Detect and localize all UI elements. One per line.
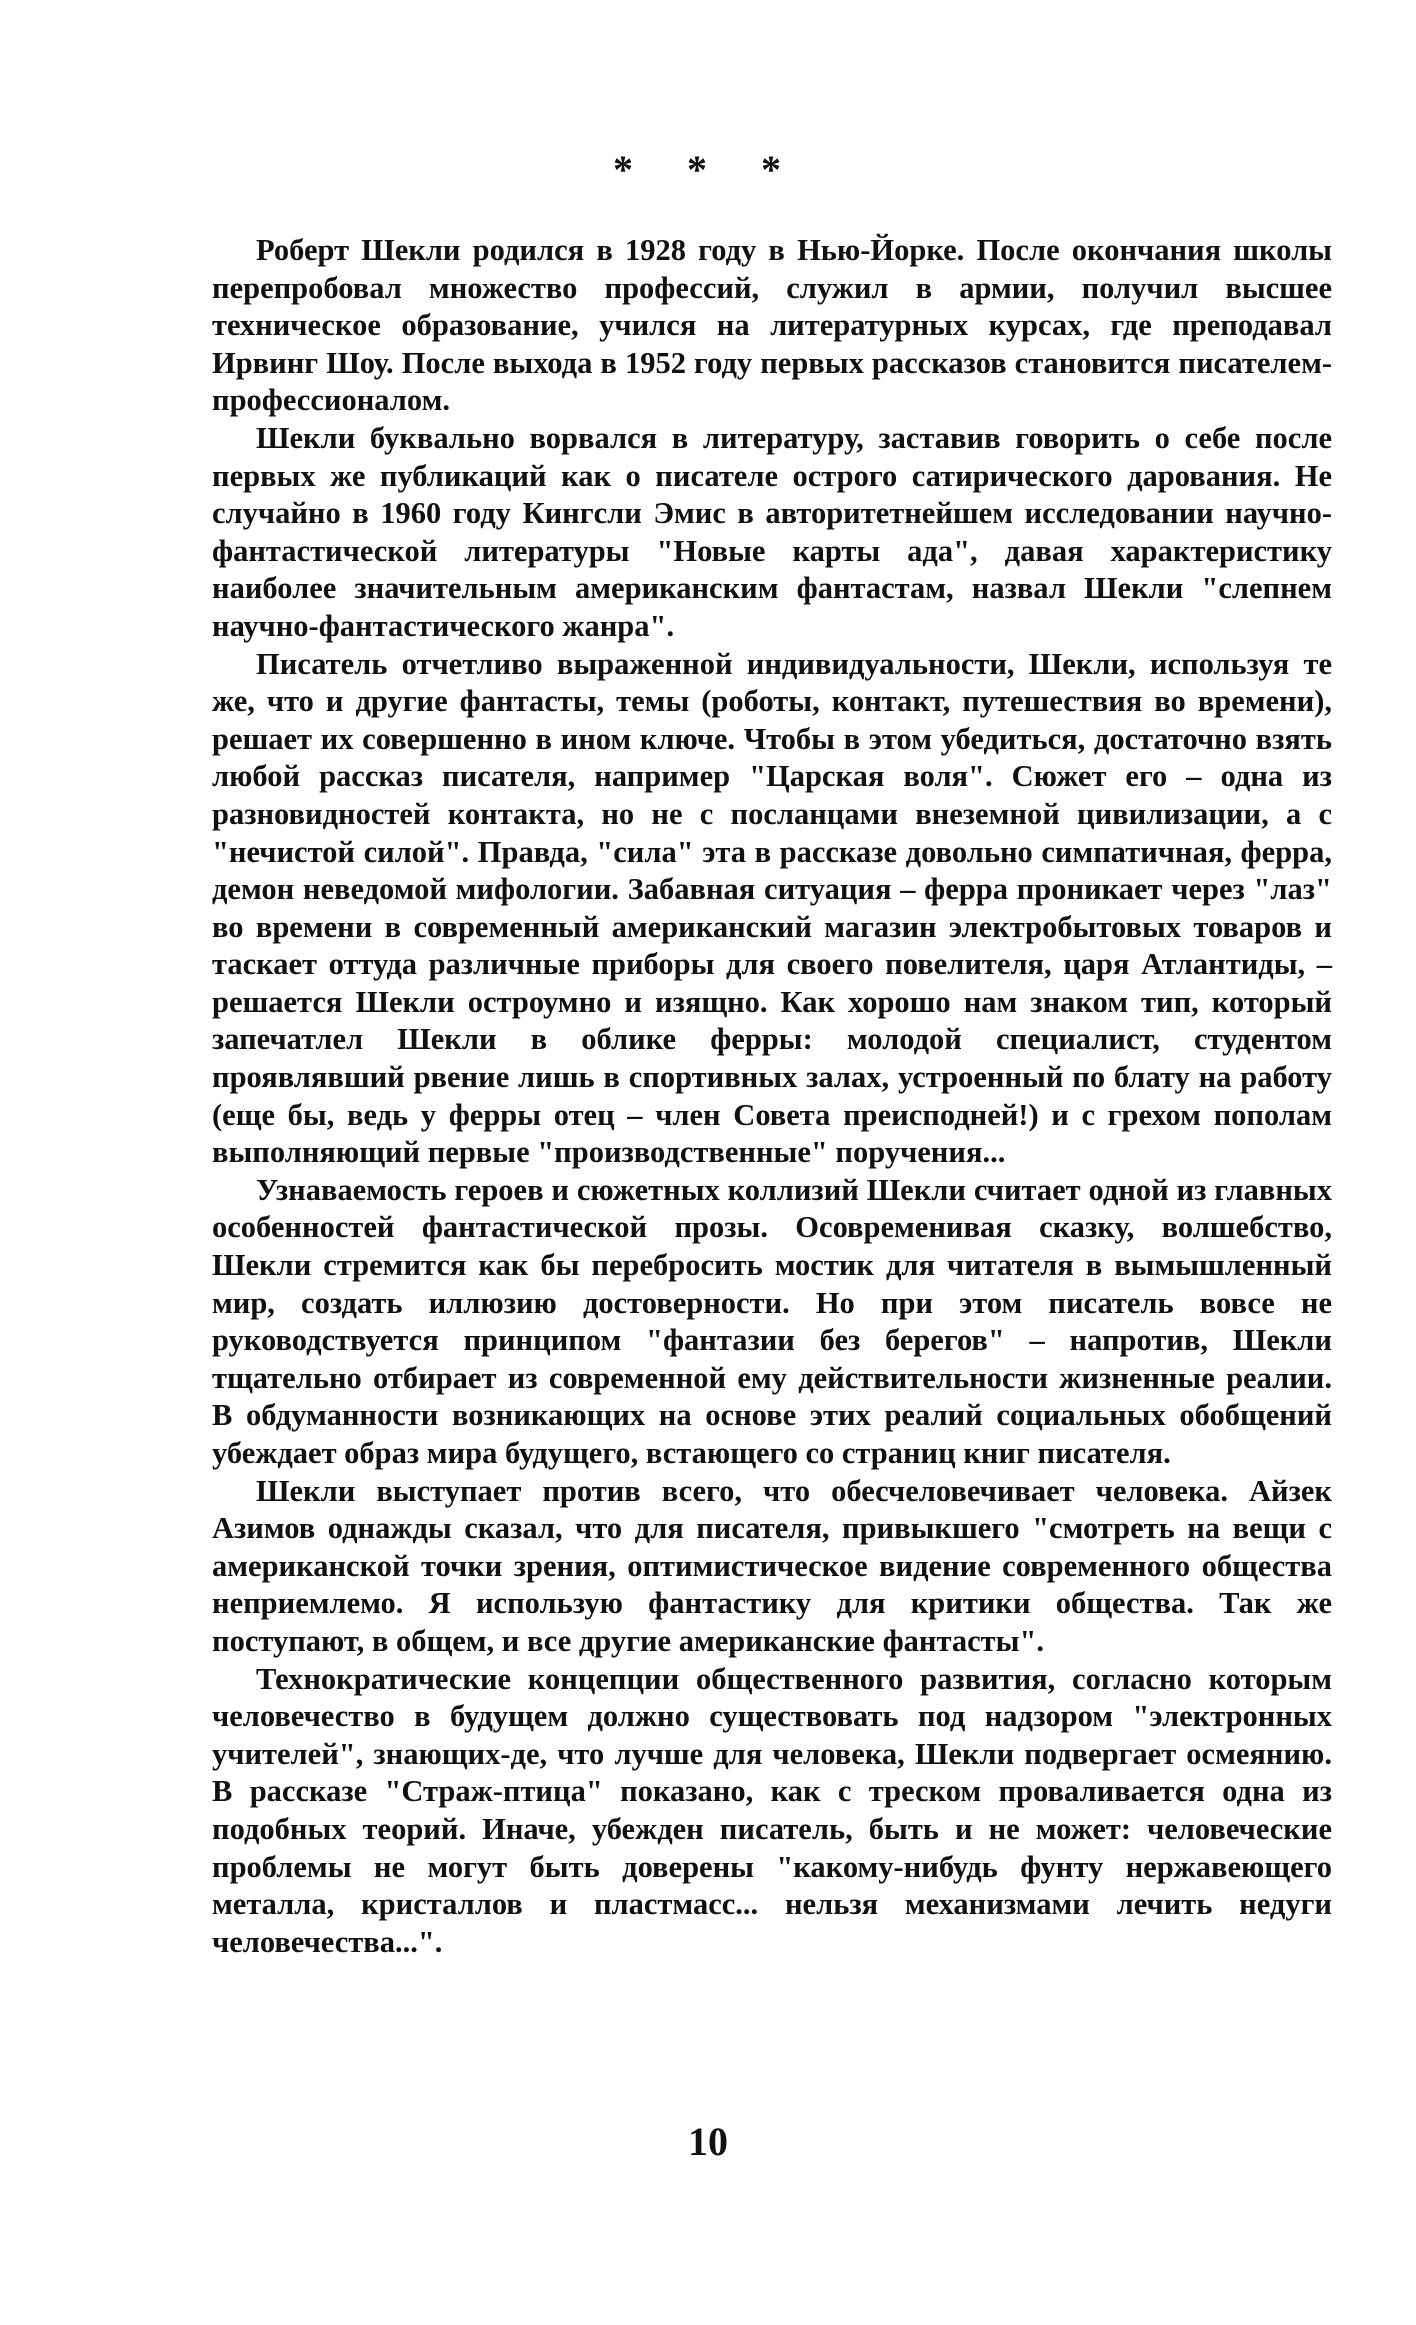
page-number: 10 [688, 2119, 728, 2164]
paragraph-3: Писатель отчетливо выраженной индивидуальности, Шекли, используя те же, что и другие фантасты, темы (роботы, контакт, путешествия во времени), решает их совершенно в ином ключе. Чтобы в этом убедиться, достаточно взять любой рассказ писателя, например "Царская воля". Сюжет его – одна из разновидностей контакта, но не с посланцами внеземной цивилизации, а с "нечистой силой". Правда, "сила" эта в рассказе довольно симпатичная, ферра, демон неведомой мифологии. Забавная ситуация – ферра проникает через "лаз" во времени в современный американский магазин электробытовых товаров и таскает оттуда различные приборы для своего повелителя, царя Атлантиды, – решается Шекли остроумно и изящно. Как хорошо нам знаком тип, который запечатлел Шекли в облике ферры: молодой специалист, студентом проявлявший рвение лишь в спортивных залах, устроенный по блату на работу (еще бы, ведь у ферры отец – член Совета преисподней!) и с грехом пополам выполняющий первые "производственные" поручения... [212, 646, 1332, 1170]
paragraph-5: Шекли выступает против всего, что обесчеловечивает человека. Айзек Азимов однажды сказал, что для писателя, привыкшего "смотреть на вещи с американской точки зрения, оптимистическое видение современного общества неприемлемо. Я использую фантастику для критики общества. Так же поступают, в общем, и все другие американские фантасты". [212, 1473, 1332, 1658]
paragraph-4: Узнаваемость героев и сюжетных коллизий Шекли считает одной из главных особенностей фантастической прозы. Осовременивая сказку, волшебство, Шекли стремится как бы перебросить мостик для читателя в вымышленный мир, создать иллюзию достоверности. Но при этом писатель вовсе не руководствуется принципом "фантазии без берегов" – напротив, Шекли тщательно отбирает из современной ему действительности жизненные реалии. В обдуманности возникающих на основе этих реалий социальных обобщений убеждает образ мира будущего, встающего со страниц книг писателя. [212, 1172, 1332, 1470]
paragraph-6: Технократические концепции общественного развития, согласно которым человечество в будущем должно существовать под надзором "электронных учителей", знающих-де, что лучше для человека, Шекли подвергает осмеянию. В рассказе "Страж-птица" показано, как с треском проваливается одна из подобных теорий. Иначе, убежден писатель, быть и не может: человеческие проблемы не могут быть доверены "какому-нибудь фунту нержавеющего металла, кристаллов и пластмасс... нельзя механизмами лечить недуги человечества...". [212, 1661, 1332, 1959]
section-separator: * * * [613, 147, 803, 192]
paragraph-2: Шекли буквально ворвался в литературу, заставив говорить о себе после первых же публикаций как о писателе острого сатирического дарования. Не случайно в 1960 году Кингсли Эмис в авторитетнейшем исследовании научно-фантастической литературы "Новые карты ада", давая характеристику наиболее значительным американским фантастам, назвал Шекли "слепнем научно-фантастического жанра". [212, 420, 1332, 643]
text-body [212, 232, 1332, 1961]
paragraph-1: Роберт Шекли родился в 1928 году в Нью-Йорке. После окончания школы перепробовал множество профессий, служил в армии, получил высшее техническое образование, учился на литературных курсах, где преподавал Ирвинг Шоу. После выхода в 1952 году первых рассказов становится писателем-профессионалом. [212, 233, 1332, 418]
